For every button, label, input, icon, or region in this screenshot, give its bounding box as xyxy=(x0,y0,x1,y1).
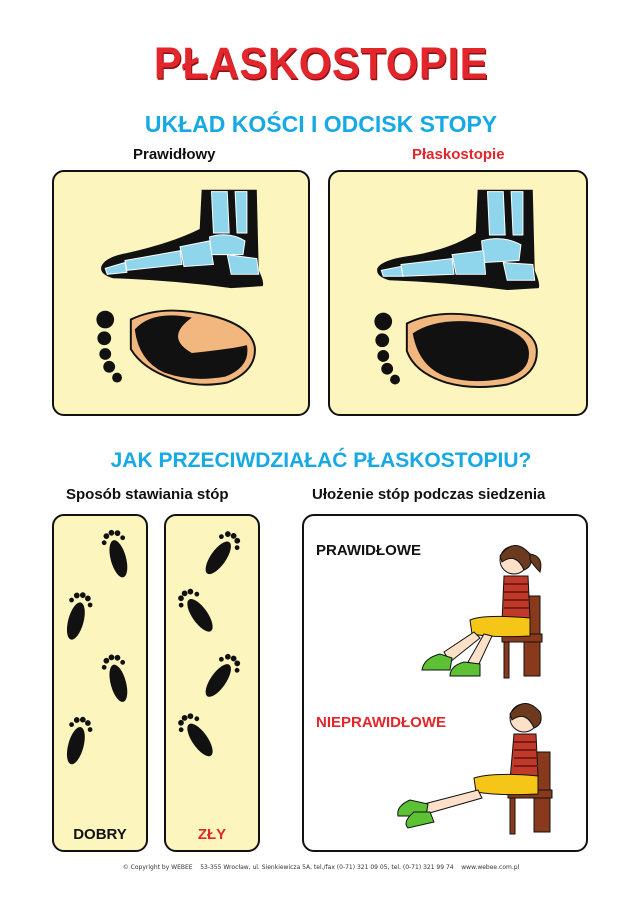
label-normal: Prawidłowy xyxy=(133,146,216,163)
footer-url[interactable]: www.webee.com.pl xyxy=(461,864,520,871)
girl-sitting-correct-illustration xyxy=(384,526,580,686)
footprint-icon xyxy=(197,649,245,703)
label-flatfoot: Płaskostopie xyxy=(412,146,505,163)
footer xyxy=(0,864,642,871)
footprint-icon xyxy=(173,709,221,763)
bone-heel xyxy=(503,263,534,281)
bone-tibia xyxy=(488,192,506,235)
panel-bad-steps xyxy=(164,514,260,852)
bone-midfoot xyxy=(452,251,485,275)
bone-talus xyxy=(210,235,245,255)
bone-talus xyxy=(482,239,521,263)
label-steps: Sposób stawiania stóp xyxy=(66,486,229,503)
label-incorrect: NIEPRAWIDŁOWE xyxy=(316,714,446,731)
panel-normal-foot xyxy=(52,170,310,416)
panel-flat-foot xyxy=(328,170,588,416)
section-heading-prevention: JAK PRZECIWDZIAŁAĆ PŁASKOSTOPIU? xyxy=(110,449,532,472)
bone-tibia xyxy=(211,192,229,233)
footprint-icon xyxy=(59,714,95,767)
footprint-icon xyxy=(99,527,135,580)
footprint-icon xyxy=(99,652,135,705)
toe-print xyxy=(374,313,392,331)
girl-sitting-incorrect-illustration xyxy=(384,692,580,842)
label-correct: PRAWIDŁOWE xyxy=(316,542,421,559)
panel-good-steps xyxy=(52,514,148,852)
footprint-icon xyxy=(59,589,95,642)
page-title: PŁASKOSTOPIE xyxy=(153,38,489,89)
label-bad: ZŁY xyxy=(197,826,227,843)
footprint-icon xyxy=(173,584,221,638)
flat-foot-illustration xyxy=(330,172,586,414)
panel-sitting xyxy=(302,514,588,852)
toe-print xyxy=(96,311,114,329)
good-footprints xyxy=(54,516,146,850)
section-heading-bones: UKŁAD KOŚCI I ODCISK STOPY xyxy=(144,111,498,137)
label-sitting: Ułożenie stóp podczas siedzenia xyxy=(312,486,546,503)
bone-fibula xyxy=(235,192,247,233)
footer-copyright: © Copyright by WEBEE xyxy=(122,864,193,871)
normal-foot-illustration xyxy=(54,172,308,414)
bone-fibula xyxy=(511,192,523,235)
footer-address: 53-355 Wrocław, ul. Sienkiewicza 5A, tel./fax (0-71) 321 09 05, tel. (0-71) 321 99 74 xyxy=(200,864,454,871)
footprint-icon xyxy=(197,527,245,581)
bad-footprints xyxy=(166,516,258,850)
label-good: DOBRY xyxy=(73,826,127,843)
